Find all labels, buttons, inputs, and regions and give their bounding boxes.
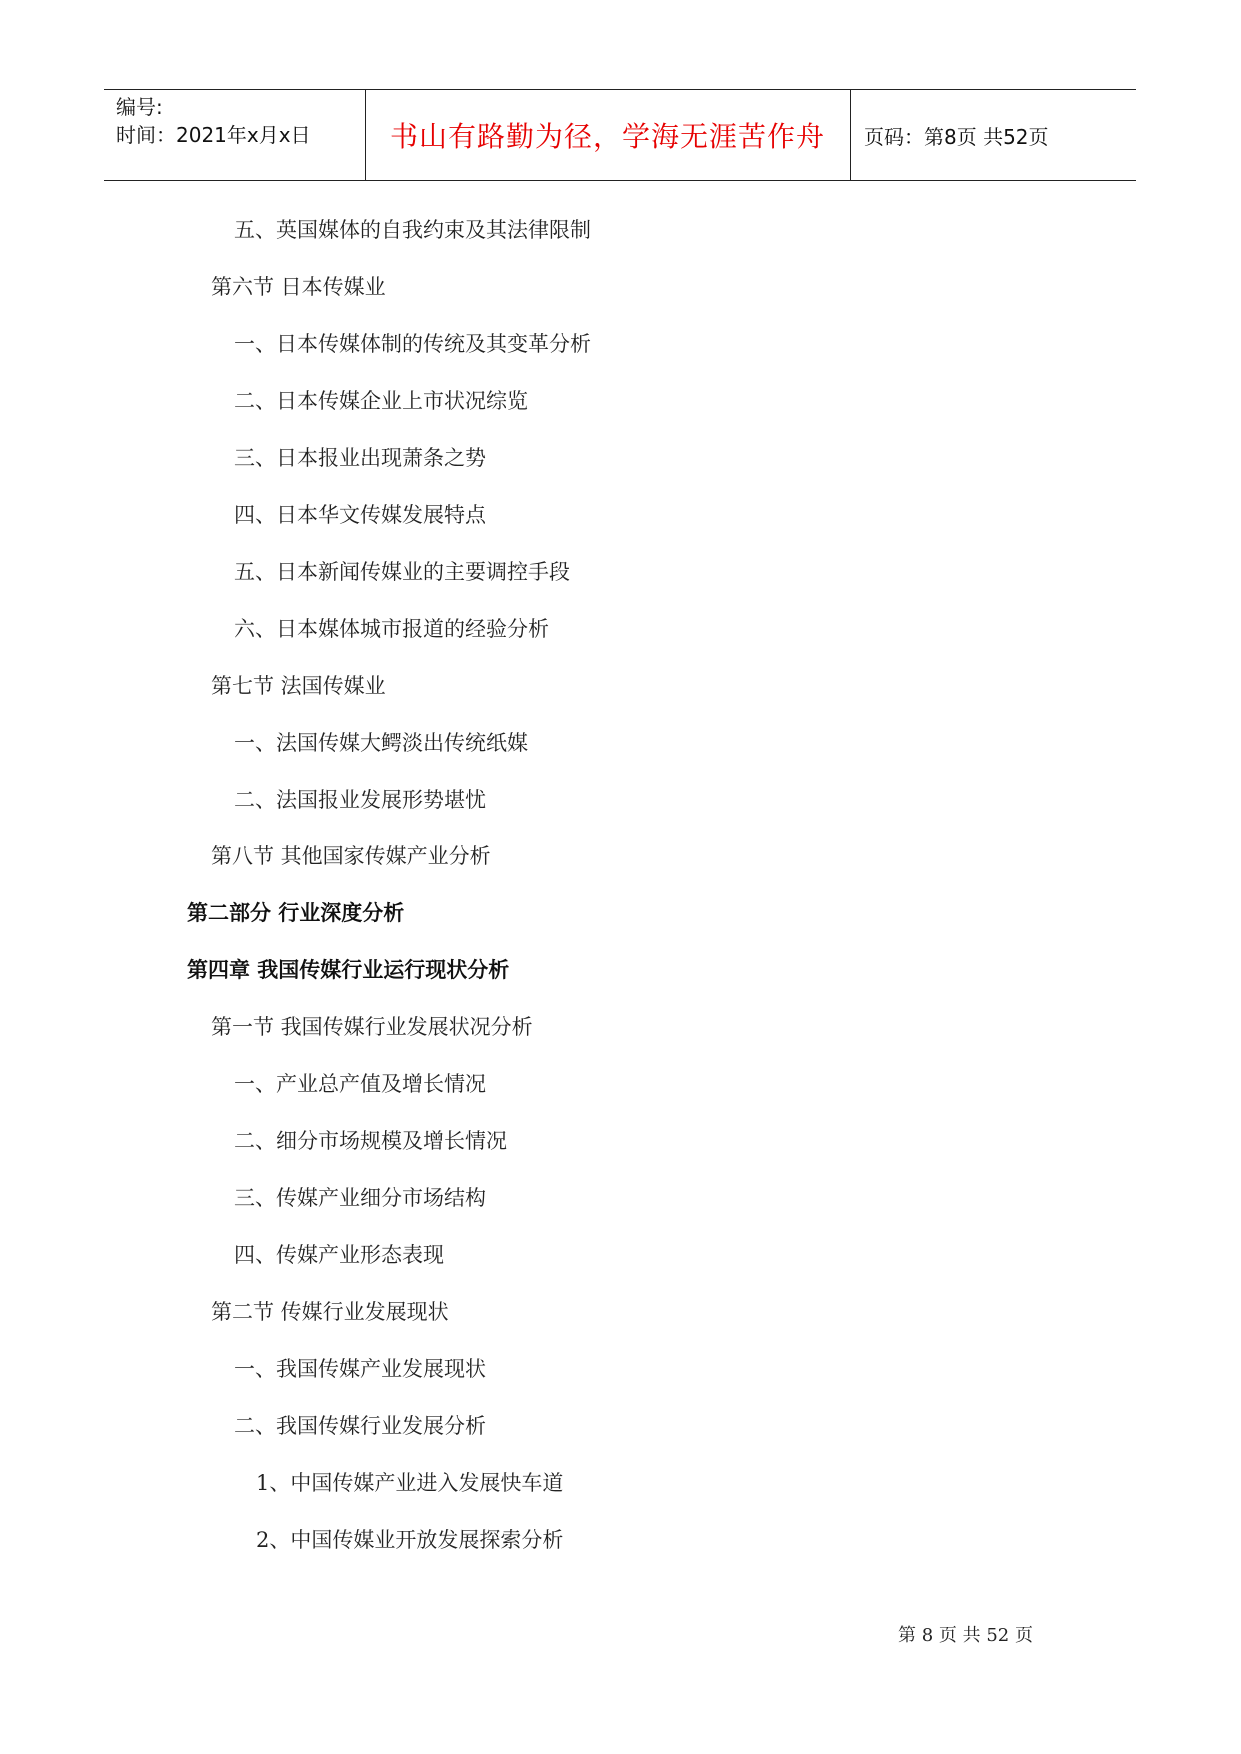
header-divider-right [850,90,851,180]
toc-line: 一、法国传媒大鳄淡出传统纸媒 [234,731,528,755]
header-meta [116,93,311,149]
page-header [104,89,1136,181]
time-label: 时间：2021年x月x日 [116,123,311,147]
toc-part-heading: 第二部分 行业深度分析 [187,901,405,925]
toc-line: 二、日本传媒企业上市状况综览 [234,389,528,413]
toc-line: 第六节 日本传媒业 [211,275,386,299]
toc-line: 五、日本新闻传媒业的主要调控手段 [234,560,570,584]
toc-line: 一、产业总产值及增长情况 [234,1072,486,1096]
toc-line: 三、日本报业出现萧条之势 [234,446,486,470]
toc-line: 六、日本媒体城市报道的经验分析 [234,617,549,641]
toc-line: 第一节 我国传媒行业发展状况分析 [211,1015,533,1039]
page-footer: 第 8 页 共 52 页 [898,1625,1033,1646]
toc-chapter-heading: 第四章 我国传媒行业运行现状分析 [187,958,510,982]
toc-line: 一、日本传媒体制的传统及其变革分析 [234,332,591,356]
toc-line: 1、中国传媒产业进入发展快车道 [256,1471,564,1495]
toc-line: 三、传媒产业细分市场结构 [234,1186,486,1210]
toc-line: 第二节 传媒行业发展现状 [211,1300,449,1324]
toc-line: 一、我国传媒产业发展现状 [234,1357,486,1381]
toc-line: 2、中国传媒业开放发展探索分析 [256,1528,564,1552]
header-page-info: 页码：第8页 共52页 [864,124,1049,149]
toc-line: 二、法国报业发展形势堪忧 [234,788,486,812]
toc-line: 二、细分市场规模及增长情况 [234,1129,507,1153]
serial-label: 编号: [116,95,163,119]
toc-line: 二、我国传媒行业发展分析 [234,1414,486,1438]
toc-line: 五、英国媒体的自我约束及其法律限制 [234,218,591,242]
toc-line: 第七节 法国传媒业 [211,674,386,698]
toc-line: 第八节 其他国家传媒产业分析 [211,844,491,868]
header-motto: 书山有路勤为径，学海无涯苦作舟 [389,120,825,153]
toc-line: 四、传媒产业形态表现 [234,1243,444,1267]
toc-line: 四、日本华文传媒发展特点 [234,503,486,527]
